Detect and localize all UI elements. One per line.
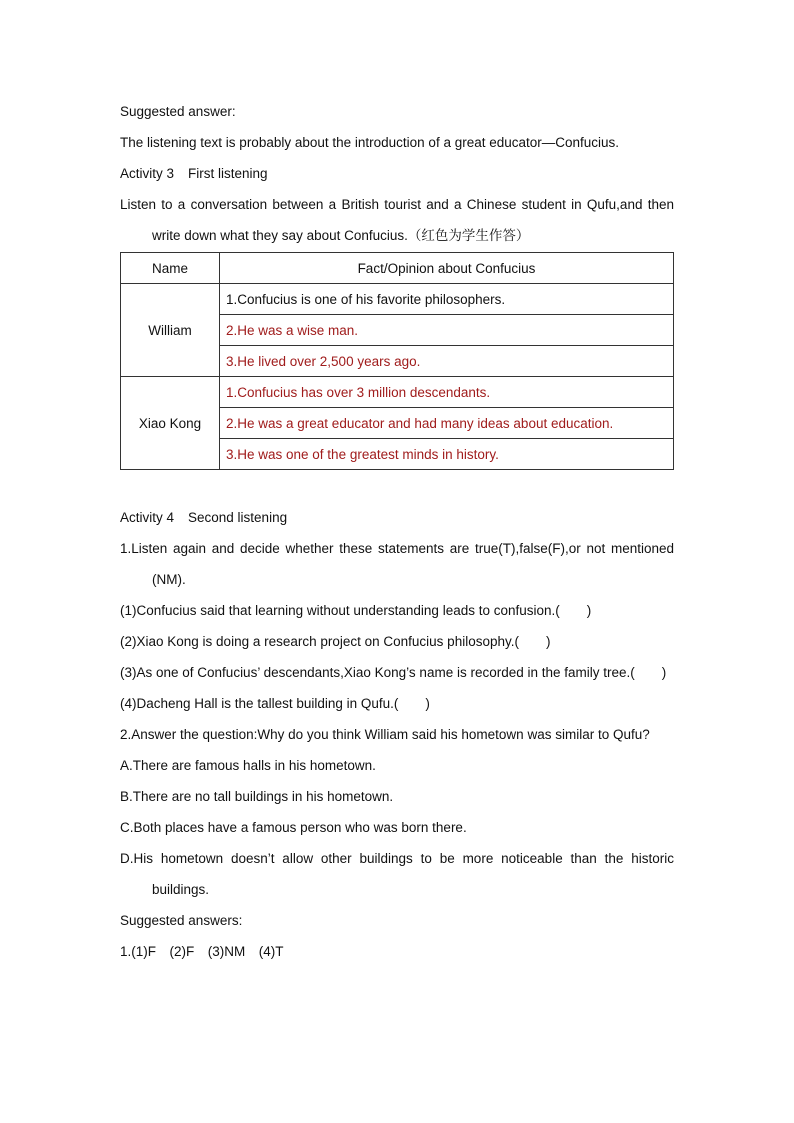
suggested-answer-heading: Suggested answer:	[120, 104, 236, 119]
question-2: 2.Answer the question:Why do you think William said his hometown was similar to Qufu?	[120, 727, 650, 742]
suggested-answer-text: The listening text is probably about the introduction of a great educator—Confucius.	[120, 135, 620, 150]
fact-cell: 3.He was one of the greatest minds in history.	[220, 439, 674, 470]
facts-table	[120, 252, 674, 470]
option: B.There are no tall buildings in his hometown.	[120, 789, 394, 804]
activity-number: Activity 4	[120, 510, 175, 525]
option: A.There are famous halls in his hometown.	[120, 758, 376, 773]
suggested-answers: 1.(1)F (2)F (3)NM (4)T	[120, 944, 284, 959]
fact-cell: 1.Confucius has over 3 million descendants.	[220, 377, 674, 408]
question-1: 1.Listen again and decide whether these statements are true(T),false(F),or not mentioned (NM).	[120, 541, 674, 587]
statement: (3)As one of Confucius’ descendants,Xiao Kong’s name is recorded in the family tree.( )	[120, 665, 667, 680]
table-row	[121, 284, 674, 315]
activity4-heading	[120, 502, 674, 533]
header-fact: Fact/Opinion about Confucius	[220, 253, 674, 284]
activity3-instruction: Listen to a conversation between a British tourist and a Chinese student in Qufu,and then write down what they say about Confucius.（红色为学生作答）	[120, 197, 674, 243]
fact-cell: 2.He was a wise man.	[220, 315, 674, 346]
activity-subtitle: Second listening	[188, 510, 288, 525]
table-header-row	[121, 253, 674, 284]
statement: (1)Confucius said that learning without understanding leads to confusion.( )	[120, 603, 592, 618]
suggested-answers-heading: Suggested answers:	[120, 913, 243, 928]
option: D.His hometown doesn’t allow other buildings to be more noticeable than the historic buildings.	[120, 851, 674, 897]
fact-cell: 3.He lived over 2,500 years ago.	[220, 346, 674, 377]
option: C.Both places have a famous person who was born there.	[120, 820, 467, 835]
statement: (4)Dacheng Hall is the tallest building in Qufu.( )	[120, 696, 430, 711]
statement: (2)Xiao Kong is doing a research project on Confucius philosophy.( )	[120, 634, 551, 649]
activity-number: Activity 3	[120, 166, 175, 181]
table-row	[121, 377, 674, 408]
header-name: Name	[121, 253, 220, 284]
fact-cell: 1.Confucius is one of his favorite philosophers.	[220, 284, 674, 315]
activity3-heading	[120, 158, 674, 189]
activity-subtitle: First listening	[188, 166, 268, 181]
fact-cell: 2.He was a great educator and had many ideas about education.	[220, 408, 674, 439]
name-cell: William	[121, 284, 220, 377]
name-cell: Xiao Kong	[121, 377, 220, 470]
